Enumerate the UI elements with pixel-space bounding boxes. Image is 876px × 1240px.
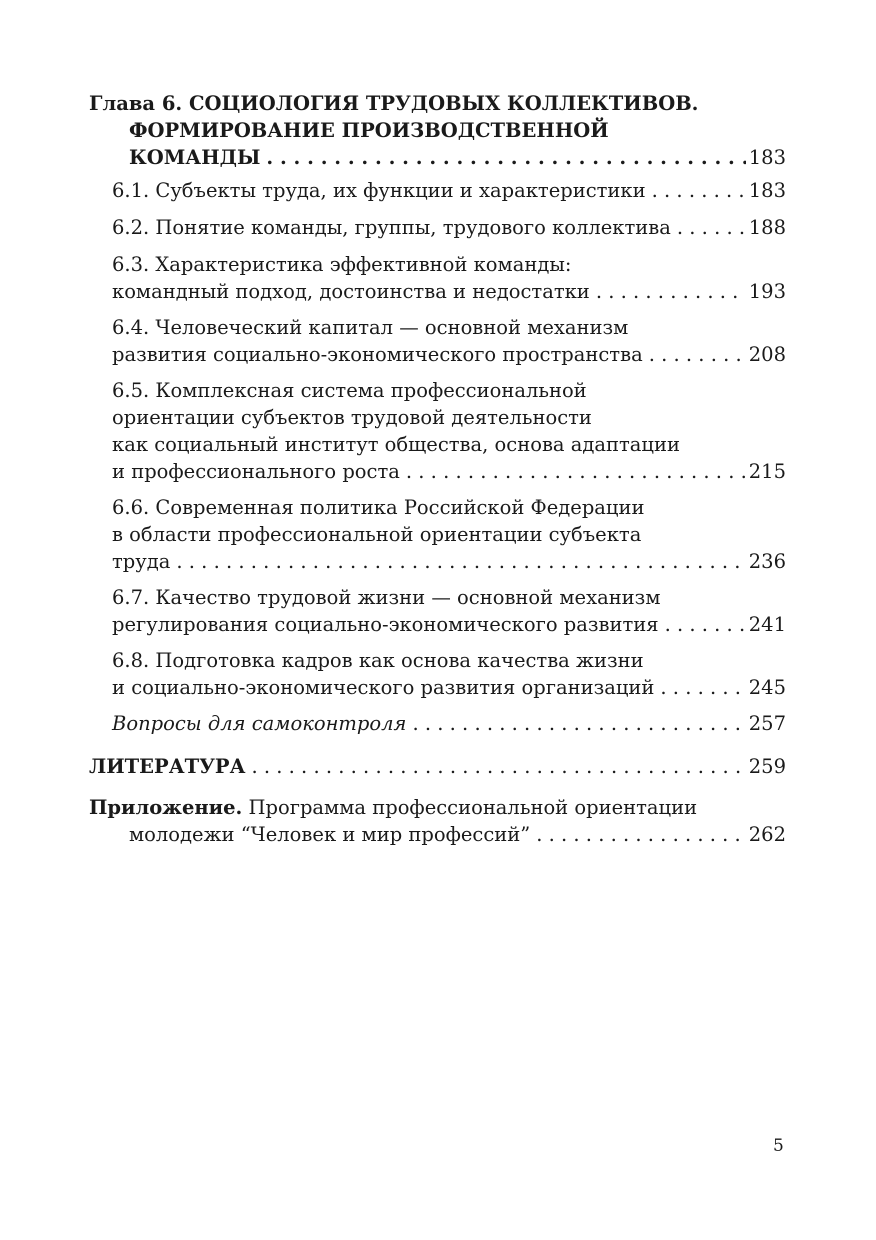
chapter-title-line-1: Глава 6. СОЦИОЛОГИЯ ТРУДОВЫХ КОЛЛЕКТИВОВ. <box>89 92 699 115</box>
section-title: регулирования социально-экономического развития <box>112 613 659 636</box>
toc-section-6-5 <box>112 377 786 485</box>
section-title-line: как социальный институт общества, основа адаптации <box>112 433 680 456</box>
dot-leader <box>665 611 746 638</box>
dot-leader <box>266 144 745 171</box>
dot-leader <box>536 821 746 848</box>
toc-appendix <box>89 794 786 848</box>
section-line <box>112 278 786 305</box>
section-title: командный подход, достоинства и недостатки <box>112 280 590 303</box>
section-list <box>89 177 786 737</box>
chapter-title-line-3 <box>89 144 786 171</box>
section-line <box>112 177 786 204</box>
section-line <box>112 611 786 638</box>
dot-leader <box>596 278 746 305</box>
self-check-page-number: 257 <box>748 712 786 735</box>
section-title-line: 6.8. Подготовка кадров как основа качества жизни <box>112 649 644 672</box>
dot-leader <box>176 548 745 575</box>
appendix-title: Программа профессиональной ориентации <box>248 796 698 819</box>
section-title-line: 6.5. Комплексная система профессиональной <box>112 379 587 402</box>
toc-section-6-8 <box>112 647 786 701</box>
dot-leader <box>412 710 745 737</box>
section-title: труда <box>112 550 171 573</box>
literature-page-number: 259 <box>748 755 786 778</box>
section-line <box>112 341 786 368</box>
section-line <box>112 674 786 701</box>
dot-leader <box>251 753 745 780</box>
dot-leader <box>660 674 745 701</box>
toc-section-6-6 <box>112 494 786 575</box>
appendix-label: Приложение. <box>89 796 243 819</box>
toc-section-6-3 <box>112 251 786 305</box>
section-line <box>112 548 786 575</box>
section-page-number: 183 <box>748 179 786 202</box>
section-title: и социально-экономического развития организаций <box>112 676 655 699</box>
toc-section-6-2 <box>112 214 786 241</box>
section-line <box>112 710 786 737</box>
section-title-line: 6.7. Качество трудовой жизни — основной механизм <box>112 586 661 609</box>
section-title-line: ориентации субъектов трудовой деятельности <box>112 406 592 429</box>
section-page-number: 193 <box>748 280 786 303</box>
section-title-line: 6.3. Характеристика эффективной команды: <box>112 253 572 276</box>
section-page-number: 245 <box>748 676 786 699</box>
section-page-number: 188 <box>748 216 786 239</box>
literature-line <box>89 753 786 780</box>
section-line <box>112 458 786 485</box>
chapter-page-number: 183 <box>748 146 786 169</box>
section-title: 6.2. Понятие команды, группы, трудового коллектива <box>112 216 671 239</box>
section-title-line: 6.6. Современная политика Российской Федерации <box>112 496 645 519</box>
table-of-contents <box>89 90 786 848</box>
dot-leader <box>406 458 746 485</box>
section-title-line: 6.4. Человеческий капитал — основной механизм <box>112 316 629 339</box>
toc-section-6-1 <box>112 177 786 204</box>
page-number: 5 <box>773 1136 784 1156</box>
chapter-6-entry <box>89 90 786 171</box>
literature-title: ЛИТЕРАТУРА <box>89 755 246 778</box>
dot-leader <box>649 341 746 368</box>
toc-literature <box>89 753 786 780</box>
section-line <box>112 214 786 241</box>
chapter-title-line-2: ФОРМИРОВАНИЕ ПРОИЗВОДСТВЕННОЙ <box>129 119 609 142</box>
self-check-title: Вопросы для самоконтроля <box>112 712 407 735</box>
chapter-title-text: КОМАНДЫ <box>129 146 261 169</box>
dot-leader <box>677 214 746 241</box>
appendix-page-number: 262 <box>748 823 786 846</box>
section-page-number: 241 <box>748 613 786 636</box>
appendix-line-2 <box>89 821 786 848</box>
toc-self-check <box>112 710 786 737</box>
toc-section-6-7 <box>112 584 786 638</box>
section-page-number: 208 <box>748 343 786 366</box>
section-page-number: 215 <box>748 460 786 483</box>
section-title-line: в области профессиональной ориентации субъекта <box>112 523 642 546</box>
toc-section-6-4 <box>112 314 786 368</box>
appendix-title-cont: молодежи “Человек и мир профессий” <box>129 823 531 846</box>
section-title: и профессионального роста <box>112 460 400 483</box>
section-page-number: 236 <box>748 550 786 573</box>
section-title: развития социально-экономического пространства <box>112 343 643 366</box>
section-title: 6.1. Субъекты труда, их функции и характеристики <box>112 179 646 202</box>
dot-leader <box>652 177 746 204</box>
appendix-line-1 <box>89 794 786 821</box>
